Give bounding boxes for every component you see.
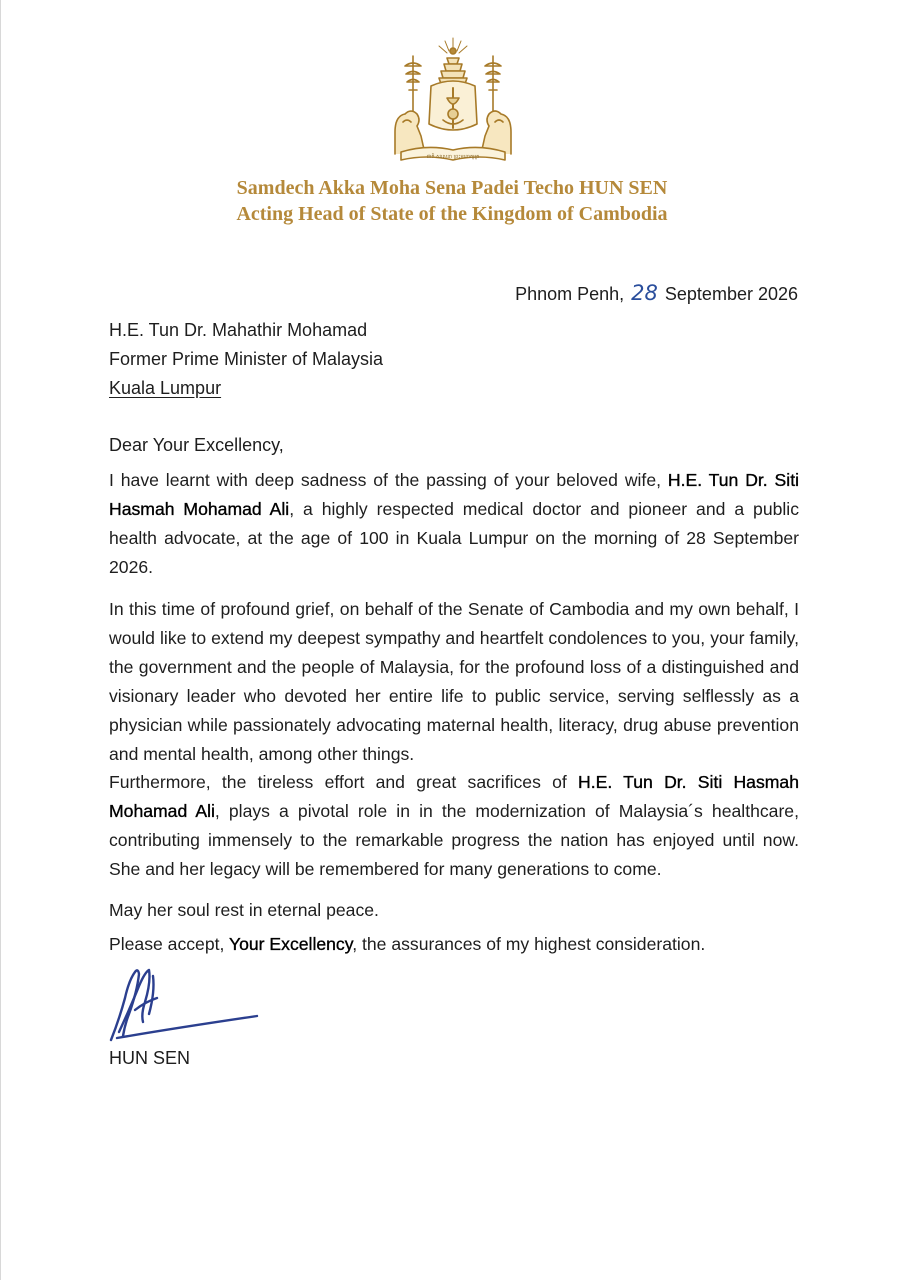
body-paragraph-2: In this time of profound grief, on behalf of the Senate of Cambodia and my own behalf, I would like to extend my deepest sympathy and heartfelt condolences to you, your family, the government and the people of Malaysia, for the profound loss of a distinguished and visionary leader who devoted her entire life to public service, serving selflessly as a physician while passionately advocating maternal health, literacy, drug abuse prevention and mental health, among other things. (109, 599, 799, 764)
date-month-year: September 2026 (664, 284, 798, 304)
emphasis-name: H.E. Tun Dr. Siti Hasmah Mohamad Ali (109, 470, 799, 519)
emphasis-your-excellency: Your Excellency (228, 934, 353, 954)
letter-date (515, 281, 798, 306)
body-paragraph-5: Please accept, Your Excellency, the assurances of my highest consideration. (109, 934, 706, 954)
salutation: Dear Your Excellency, (109, 435, 284, 455)
handwritten-signature (105, 962, 275, 1044)
letterhead-title: Acting Head of State of the Kingdom of Cambodia (236, 203, 668, 225)
recipient-name: H.E. Tun Dr. Mahathir Mohamad (109, 320, 368, 340)
body-paragraph-1: I have learnt with deep sadness of the passing of your beloved wife, H.E. Tun Dr. Siti Hasmah Mohamad Ali, a highly respected medical doctor and pioneer and a public health advocate, at the age of 100 in Kuala Lumpur on the morning of 28 September 2026. (109, 470, 800, 577)
emphasis-name: H.E. Tun Dr. Siti Hasmah Mohamad Ali (109, 772, 799, 821)
recipient-position: Former Prime Minister of Malaysia (109, 349, 384, 369)
date-place: Phnom Penh, (515, 284, 625, 304)
emblem-motto: ជាតិ សាសនា ព្រះមហាក្សត្រ (426, 154, 480, 160)
body-paragraph-4: May her soul rest in eternal peace. (109, 900, 379, 920)
recipient-city: Kuala Lumpur (109, 378, 222, 398)
royal-arms-of-cambodia-icon (387, 36, 519, 168)
letterhead-name: Samdech Akka Moha Sena Padei Techo HUN SEN (236, 177, 668, 199)
signatory-name: HUN SEN (109, 1048, 191, 1068)
body-paragraph-3: Furthermore, the tireless effort and great sacrifices of H.E. Tun Dr. Siti Hasmah Mohamad Ali, plays a pivotal role in in the modernization of Malaysia´s healthcare, contributing immensely to the remarkable progress the nation has enjoyed until now. She and her legacy will be remembered for many generations to come. (109, 772, 799, 879)
date-day-handwritten: 28 (631, 281, 658, 305)
